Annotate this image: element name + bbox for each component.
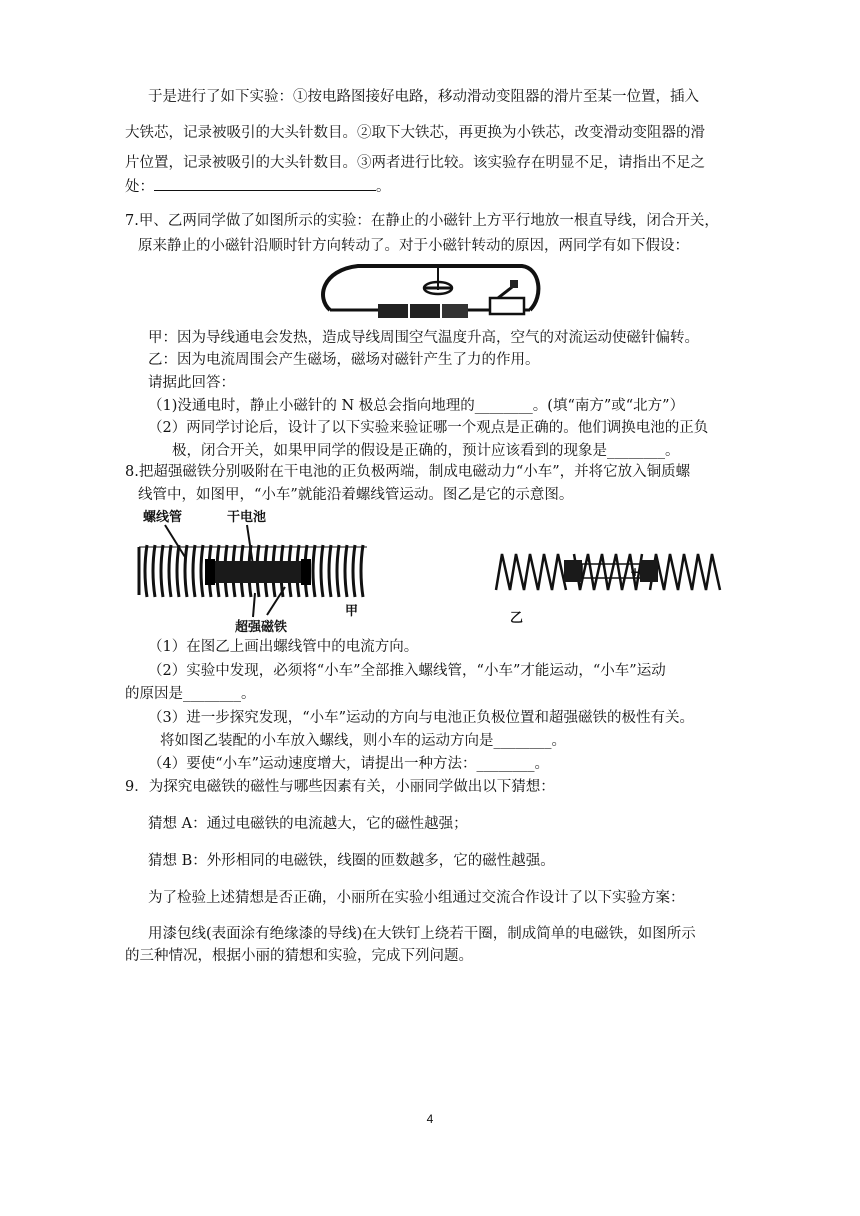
label-jia: 甲	[345, 604, 359, 619]
question-7-stem: 7.甲、乙两同学做了如图所示的实验：在静止的小磁针上方平行地放一根直导线，闭合开关，	[125, 213, 719, 229]
question-8-part-4: （4）要使“小车”运动速度增大，请提出一种方法：________。	[148, 756, 550, 772]
text-fragment: 处：	[125, 179, 154, 195]
prompt-text: 请据此回答：	[148, 375, 235, 391]
figure-yi-schematic	[490, 540, 730, 630]
question-7-part-1: （1)没通电时，静止小磁针的 N 极总会指向地理的________。(填“南方”或“北方”）	[148, 398, 685, 414]
guess-a: 猜想 A：通过电磁铁的电流越大，它的磁性越强；	[148, 816, 468, 832]
question-7-part-2: （2）两同学讨论后，设计了以下实验来验证哪一个观点是正确的。他们调换电池的正负	[148, 420, 709, 436]
method-text: 的三种情况，根据小丽的猜想和实验，完成下列问题。	[125, 948, 473, 964]
answer-blank	[154, 175, 376, 191]
hypothesis-yi: 乙：因为电流周围会产生磁场，磁场对磁针产生了力的作用。	[148, 352, 540, 368]
plan-text: 为了检验上述猜想是否正确，小丽所在实验小组通过交流合作设计了以下实验方案：	[148, 890, 685, 906]
guess-b: 猜想 B：外形相同的电磁铁，线圈的匝数越多，它的磁性越强。	[148, 853, 555, 869]
page-number: 4	[426, 1112, 434, 1126]
label-yi: 乙	[510, 611, 524, 626]
question-9-stem: 9．为探究电磁铁的磁性与哪些因素有关，小丽同学做出以下猜想：	[125, 779, 555, 795]
svg-text:+: +	[630, 565, 641, 579]
question-7-stem: 原来静止的小磁针沿顺时针方向转动了。对于小磁针转动的原因，两同学有如下假设：	[138, 238, 689, 254]
method-text: 用漆包线(表面涂有绝缘漆的导线)在大铁钉上绕若干圈，制成简单的电磁铁，如图所示	[148, 926, 696, 942]
question-8-part-2: （2）实验中发现，必须将“小车”全部推入螺线管，“小车”才能运动，“小车”运动	[148, 663, 666, 679]
question-8-part-3: （3）进一步探究发现，“小车”运动的方向与电池正负极位置和超强磁铁的极性有关。	[148, 710, 695, 726]
label-magnet: 超强磁铁	[235, 620, 288, 635]
question-8-stem: 8.把超强磁铁分别吸附在干电池的正负极两端，制成电磁动力“小车”，并将它放入铜质螺	[125, 464, 691, 480]
question-7-part-2: 极，闭合开关，如果甲同学的假设是正确的，预计应该看到的现象是________。	[172, 443, 680, 459]
figure-jia-solenoid-car	[135, 505, 375, 635]
question-8-part-3: 将如图乙装配的小车放入螺线，则小车的运动方向是________。	[160, 733, 566, 749]
question-8-part-2: 的原因是________。	[125, 686, 256, 702]
text-line: 大铁芯，记录被吸引的大头针数目。②取下大铁芯，再更换为小铁芯，改变滑动变阻器的滑	[125, 125, 705, 141]
label-battery: 干电池	[227, 510, 267, 525]
text-fragment: 。	[376, 179, 391, 195]
hypothesis-jia: 甲：因为导线通电会发热，造成导线周围空气温度升高，空气的对流运动使磁针偏转。	[148, 330, 699, 346]
text-line: 片位置，记录被吸引的大头针数目。③两者进行比较。该实验存在明显不足，请指出不足之	[125, 155, 705, 171]
label-coil: 螺线管	[143, 510, 183, 525]
question-8-part-1: （1）在图乙上画出螺线管中的电流方向。	[148, 639, 419, 655]
text-line	[125, 175, 391, 197]
text-line: 于是进行了如下实验：①按电路图接好电路，移动滑动变阻器的滑片至某一位置，插入	[148, 89, 699, 105]
wire-compass-circuit-figure	[318, 258, 544, 324]
question-8-stem: 线管中，如图甲，“小车”就能沿着螺线管运动。图乙是它的示意图。	[138, 487, 574, 503]
